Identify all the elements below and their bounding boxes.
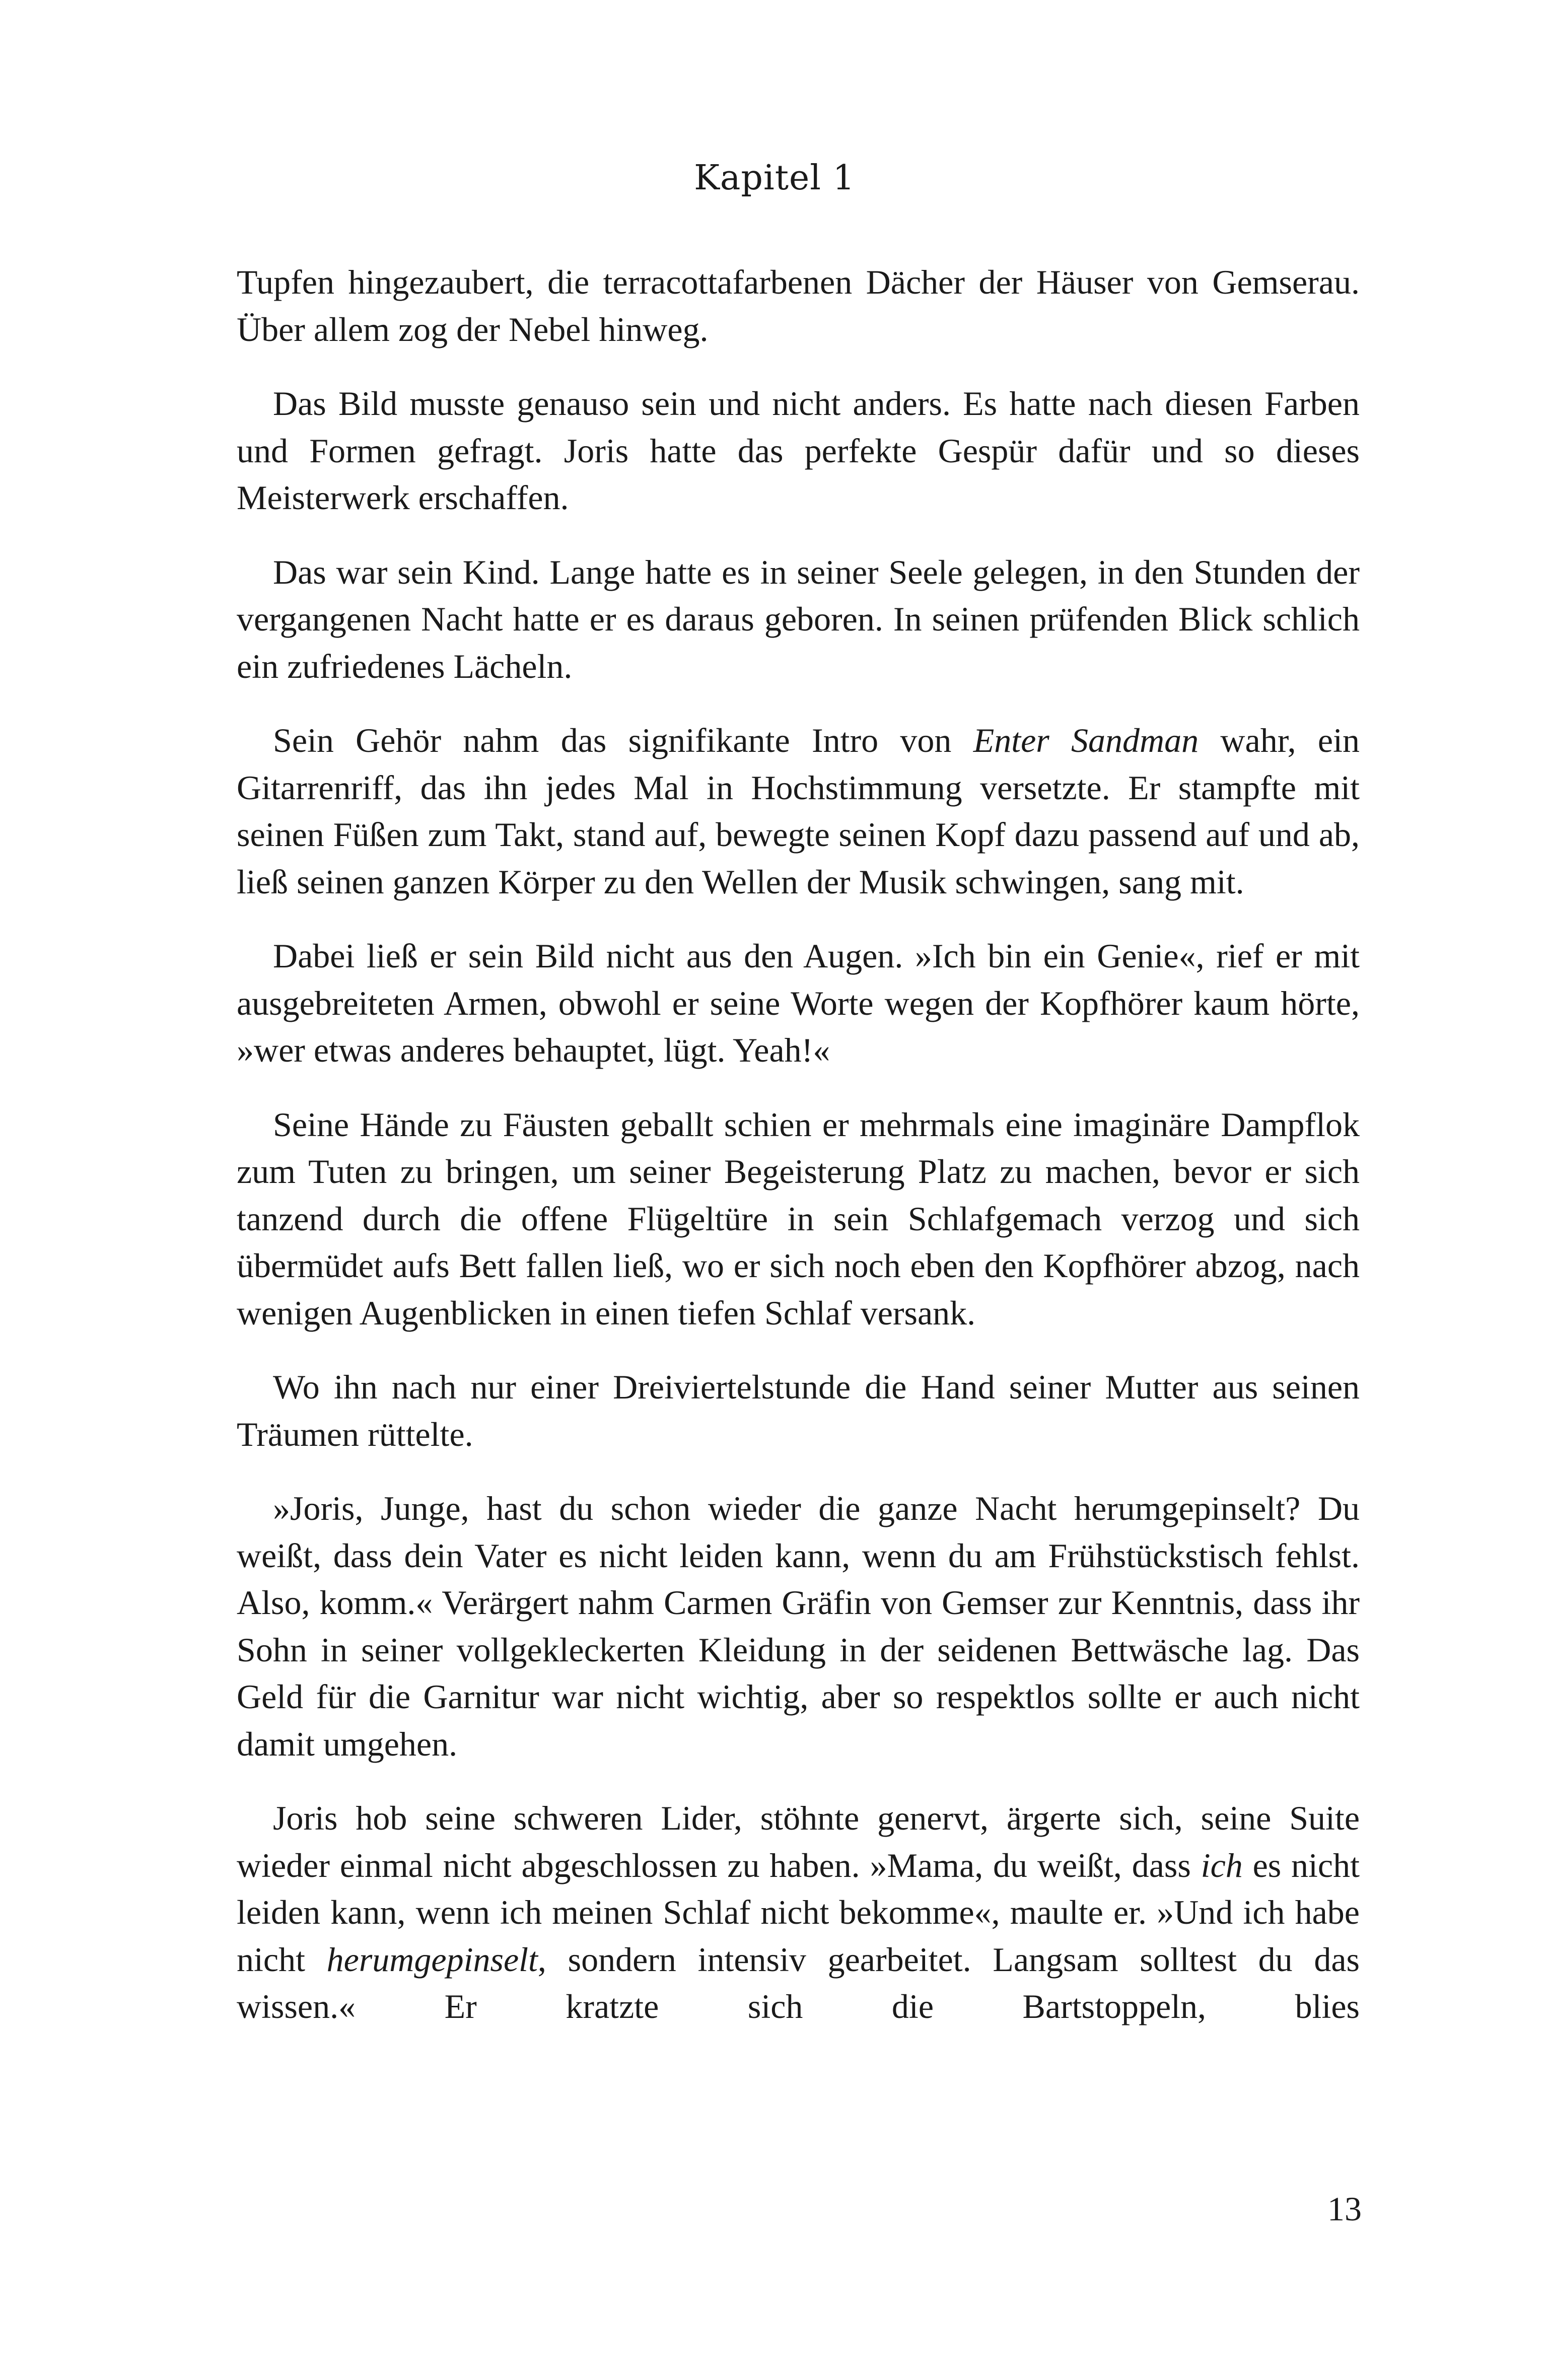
paragraph	[237, 933, 1360, 1074]
body-text	[237, 259, 1360, 2058]
text-run: »Joris, Junge, hast du schon wieder die ganze Nacht herumgepinselt? Du weißt, dass dein Vater es nicht leiden kann, wenn du am Frühstückstisch fehlst. Also, komm.« Verärgert nahm Carmen Gräfin von Gemser zur Kenntnis, dass ihr Sohn in seiner vollgekleckerten Kleidung in der seidenen Bettwäsche lag. Das Geld für die Garnitur war nicht wichtig, aber so respektlos sollte er auch nicht damit umgehen.	[237, 1489, 1360, 1763]
running-head: Kapitel 1	[694, 158, 855, 198]
text-run: wahr, ein Gitarrenriff, das ihn jedes Mal in Hochstimmung versetzte. Er stampfte mit seinen Füßen zum Takt, stand auf, bewegte seinen Kopf dazu passend auf und ab, ließ seinen ganzen Körper zu den Wellen der Musik schwingen, sang mit.	[237, 721, 1360, 901]
text-run: , sondern intensiv gearbeitet. Langsam solltest du das wissen.« Er kratzte sich die Bartstoppeln, blies	[237, 1940, 1360, 2025]
text-run: Joris hob seine schweren Lider, stöhnte genervt, ärgerte sich, seine Suite wieder einmal nicht abgeschlossen zu haben. »Mama, du weißt, dass	[237, 1799, 1360, 1884]
paragraph	[237, 1485, 1360, 1768]
paragraph	[237, 1795, 1360, 2031]
italic-text: herumgepinselt	[326, 1940, 538, 1979]
italic-text: Enter Sandman	[973, 721, 1199, 759]
text-run: Dabei ließ er sein Bild nicht aus den Augen. »Ich bin ein Genie«, rief er mit ausgebreiteten Armen, obwohl er seine Worte wegen der Kopfhörer kaum hörte, »wer etwas anderes behauptet, lügt. Yeah!«	[237, 937, 1360, 1069]
text-run: Tupfen hingezaubert, die terracottafarbenen Dächer der Häuser von Gemserau. Über allem zog der Nebel hinweg.	[237, 263, 1360, 348]
text-run: Wo ihn nach nur einer Dreiviertelstunde die Hand seiner Mutter aus seinen Träumen rüttelte.	[237, 1368, 1360, 1453]
text-run: Das Bild musste genauso sein und nicht anders. Es hatte nach diesen Farben und Formen gefragt. Joris hatte das perfekte Gespür dafür und so dieses Meisterwerk erschaffen.	[237, 384, 1360, 517]
paragraph	[237, 549, 1360, 690]
paragraph	[237, 380, 1360, 522]
text-run: Das war sein Kind. Lange hatte es in seiner Seele gelegen, in den Stunden der vergangenen Nacht hatte er es daraus geboren. In seinen prüfenden Blick schlich ein zufriedenes Lächeln.	[237, 552, 1360, 685]
paragraph	[237, 1364, 1360, 1458]
page-number: 13	[1327, 2190, 1362, 2228]
italic-text: ich	[1201, 1846, 1243, 1884]
paragraph	[237, 1101, 1360, 1337]
text-run: es nicht leiden kann, wenn ich meinen Schlaf nicht bekomme«, maulte er. »Und ich habe nicht	[237, 1846, 1360, 1979]
text-run: Seine Hände zu Fäusten geballt schien er mehrmals eine imaginäre Dampflok zum Tuten zu bringen, um seiner Begeisterung Platz zu machen, bevor er sich tanzend durch die offene Flügeltüre in sein Schlafgemach verzog und sich übermüdet aufs Bett fallen ließ, wo er sich noch eben den Kopfhörer abzog, nach wenigen Augenblicken in einen tiefen Schlaf versank.	[237, 1105, 1360, 1332]
paragraph	[237, 259, 1360, 353]
text-run: Sein Gehör nahm das signifikante Intro von	[273, 721, 973, 759]
paragraph	[237, 717, 1360, 905]
